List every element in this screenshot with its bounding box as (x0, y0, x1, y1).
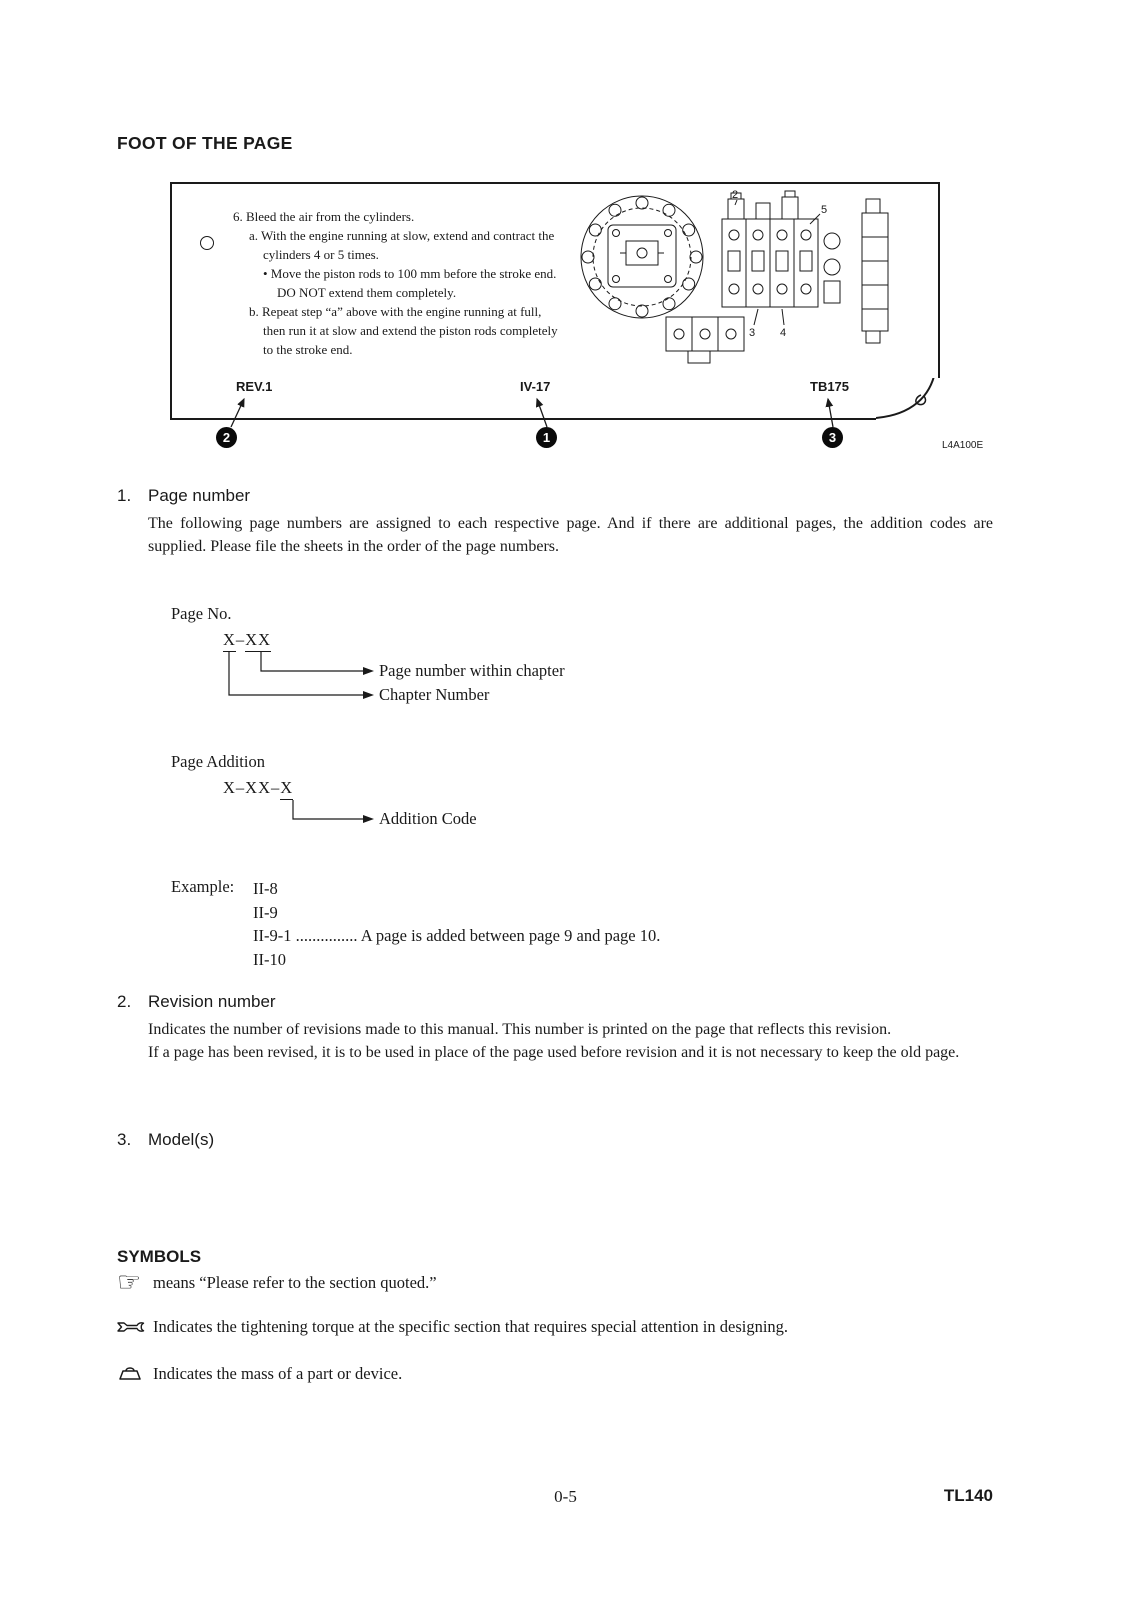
sample-revision-number: REV.1 (236, 379, 273, 394)
section-number: 1. (117, 486, 132, 505)
mass-weight-icon (117, 1365, 153, 1383)
page-curl-decoration (876, 378, 940, 420)
instruction-line: DO NOT extend them completely. (277, 285, 457, 300)
page-no-connectors (117, 649, 387, 705)
section-heading (117, 992, 1037, 1012)
page-addition-label: Page Addition (171, 752, 265, 771)
page-title: FOOT OF THE PAGE (117, 133, 293, 153)
section-number: 2. (117, 992, 132, 1011)
example-list (253, 877, 660, 971)
instruction-line: a. With the engine running at slow, extend and contract the (249, 228, 555, 243)
section-title: Page number (148, 486, 251, 505)
symbol-row (117, 1317, 788, 1337)
section-models (117, 1130, 1037, 1150)
callout-1-badge: 1 (536, 427, 557, 448)
code-separator: – (235, 630, 246, 649)
footer-page-number: 0-5 (554, 1487, 577, 1506)
symbols-section (117, 1247, 1037, 1383)
symbol-row (117, 1269, 437, 1296)
chapter-number-label: Chapter Number (379, 685, 490, 704)
page-addition-connector (117, 797, 387, 827)
footer-model: TL140 (943, 1486, 993, 1505)
instruction-line: b. Repeat step “a” above with the engine running at full, (249, 304, 542, 319)
part-label-2: 2 (732, 189, 739, 201)
symbol-description: Indicates the mass of a part or device. (153, 1364, 403, 1383)
instruction-line: cylinders 4 or 5 times. (263, 247, 379, 262)
part-label-4: 4 (780, 327, 787, 339)
symbol-description: Indicates the tightening torque at the specific section that requires special attention in designing. (153, 1317, 789, 1336)
machine-diagram (570, 189, 918, 401)
addition-head: X–XX– (223, 778, 281, 797)
example-item: II-9-1 ............... A page is added between page 9 and page 10. (253, 926, 661, 945)
page-no-label: Page No. (171, 604, 232, 623)
example-label: Example: (171, 877, 235, 896)
figure-code: L4A100E (942, 440, 984, 451)
sample-instruction-text (233, 207, 593, 359)
section-heading (117, 486, 1037, 506)
page-part: XX (245, 630, 271, 652)
instruction-line: then run it at slow and extend the piston rods completely (263, 323, 558, 338)
page-no-code (223, 630, 271, 650)
symbols-heading: SYMBOLS (117, 1247, 202, 1266)
callout-2-badge: 2 (216, 427, 237, 448)
symbol-description: means “Please refer to the section quoted.” (153, 1272, 437, 1292)
sample-page-number: IV-17 (520, 379, 551, 394)
part-label-3: 3 (749, 327, 756, 339)
foot-of-page-figure (170, 182, 1000, 482)
section-revision-number (117, 992, 1037, 1061)
addition-tail: X (280, 778, 293, 800)
section-title: Model(s) (148, 1130, 215, 1149)
example-item: II-9 (253, 902, 278, 922)
revision-circle-mark (200, 236, 214, 250)
example-item: II-8 (253, 879, 278, 898)
instruction-line: 6. Bleed the air from the cylinders. (233, 209, 415, 224)
revision-paragraph-1: Indicates the number of revisions made to this manual. This number is printed on the page that reflects this revision. (148, 1021, 892, 1038)
pointing-hand-icon: ☞ (117, 1267, 142, 1298)
sample-page-box (170, 182, 940, 420)
page-number-within-chapter-label: Page number within chapter (379, 661, 565, 680)
callout-3-badge: 3 (822, 427, 843, 448)
symbol-row (117, 1364, 402, 1384)
addition-code-label: Addition Code (379, 809, 477, 828)
instruction-line: to the stroke end. (263, 342, 353, 357)
section-page-number (117, 486, 1037, 991)
section-number: 3. (117, 1130, 132, 1149)
section-title: Revision number (148, 992, 276, 1011)
part-label-5: 5 (821, 204, 828, 216)
page-addition-code (223, 778, 293, 798)
example-item: II-10 (253, 949, 286, 969)
sample-model: TB175 (810, 379, 850, 394)
section-body: The following page numbers are assigned to each respective page. And if there are additional pages, the addition codes are supplied. Please file the sheets in the order of the page numbers. (148, 515, 993, 555)
section-body (148, 1018, 993, 1064)
instruction-line: • Move the piston rods to 100 mm before the stroke end. (263, 266, 557, 281)
torque-wrench-icon (117, 1319, 153, 1335)
chapter-part: X (223, 630, 236, 652)
section-heading (117, 1130, 1037, 1150)
revision-paragraph-2: If a page has been revised, it is to be used in place of the page used before revision and it is not necessary to keep the old page. (148, 1044, 960, 1061)
